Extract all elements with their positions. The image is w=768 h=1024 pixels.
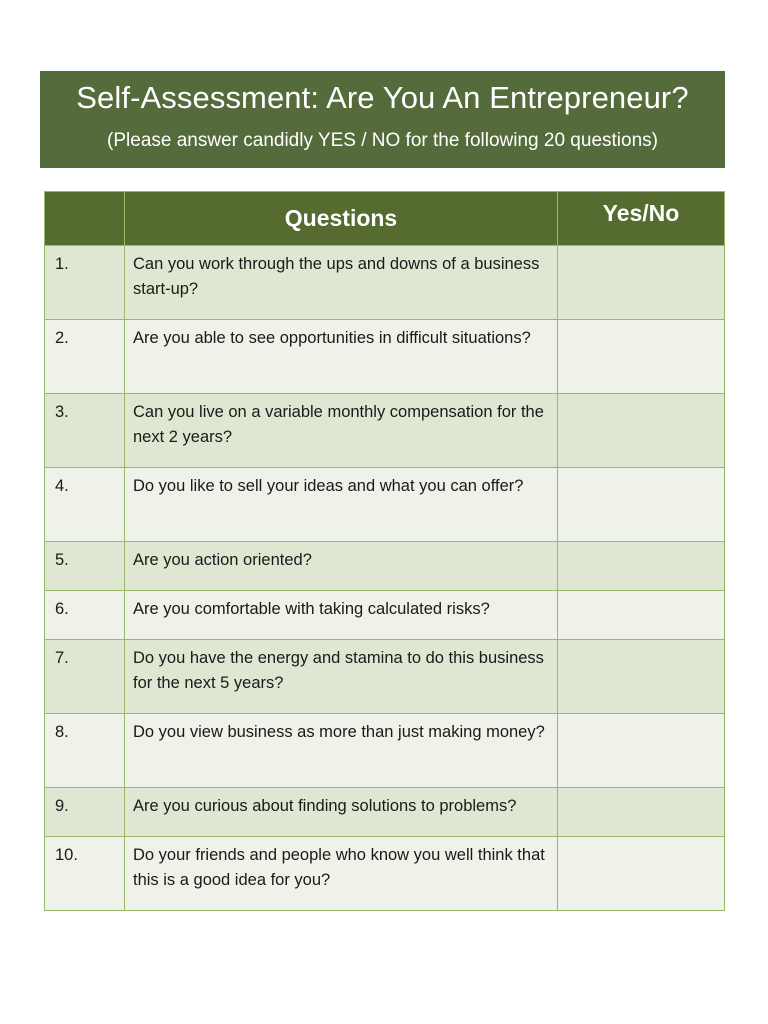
answer-cell[interactable] <box>558 837 725 911</box>
answer-cell[interactable] <box>558 246 725 320</box>
table-row <box>45 468 725 542</box>
number-column-header <box>45 192 125 246</box>
table-row <box>45 714 725 788</box>
table-row <box>45 837 725 911</box>
question-text: Can you live on a variable monthly compensation for the next 2 years? <box>125 394 558 468</box>
question-number: 5. <box>45 542 125 591</box>
page-title: Self-Assessment: Are You An Entrepreneur? <box>76 80 689 115</box>
question-number: 1. <box>45 246 125 320</box>
answer-cell[interactable] <box>558 320 725 394</box>
page-subtitle: (Please answer candidly YES / NO for the following 20 questions) <box>107 130 658 151</box>
table-row <box>45 246 725 320</box>
table-row <box>45 788 725 837</box>
question-text: Are you curious about finding solutions to problems? <box>125 788 558 837</box>
table-row <box>45 394 725 468</box>
question-number: 9. <box>45 788 125 837</box>
table-row <box>45 591 725 640</box>
question-text: Are you able to see opportunities in difficult situations? <box>125 320 558 394</box>
answer-cell[interactable] <box>558 542 725 591</box>
question-text: Are you action oriented? <box>125 542 558 591</box>
answer-cell[interactable] <box>558 591 725 640</box>
answer-cell[interactable] <box>558 714 725 788</box>
question-number: 2. <box>45 320 125 394</box>
question-text: Do you view business as more than just making money? <box>125 714 558 788</box>
title-banner <box>40 71 725 168</box>
question-text: Do you have the energy and stamina to do this business for the next 5 years? <box>125 640 558 714</box>
question-number: 7. <box>45 640 125 714</box>
question-text: Are you comfortable with taking calculated risks? <box>125 591 558 640</box>
table-header-row <box>45 192 725 246</box>
table-row <box>45 320 725 394</box>
question-text: Do your friends and people who know you well think that this is a good idea for you? <box>125 837 558 911</box>
question-text: Can you work through the ups and downs of a business start-up? <box>125 246 558 320</box>
question-number: 8. <box>45 714 125 788</box>
question-number: 3. <box>45 394 125 468</box>
question-number: 10. <box>45 837 125 911</box>
questions-table <box>44 191 725 911</box>
question-number: 6. <box>45 591 125 640</box>
table-row <box>45 542 725 591</box>
answer-cell[interactable] <box>558 468 725 542</box>
question-text: Do you like to sell your ideas and what you can offer? <box>125 468 558 542</box>
answer-cell[interactable] <box>558 788 725 837</box>
answer-cell[interactable] <box>558 640 725 714</box>
yes-no-column-header: Yes/No <box>558 192 725 246</box>
question-number: 4. <box>45 468 125 542</box>
answer-cell[interactable] <box>558 394 725 468</box>
table-row <box>45 640 725 714</box>
questions-column-header: Questions <box>125 192 558 246</box>
